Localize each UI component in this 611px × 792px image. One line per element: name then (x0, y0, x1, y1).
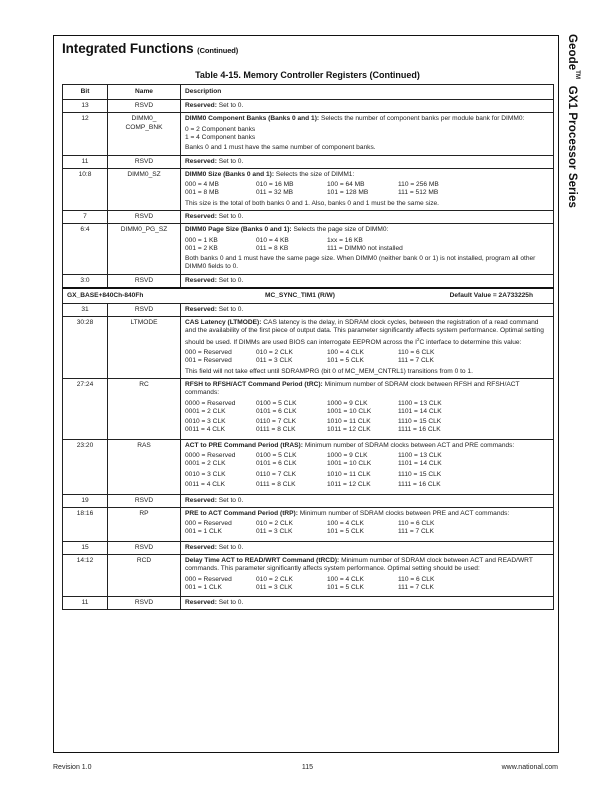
section-title-text: Integrated Functions (62, 41, 194, 56)
name-cell: DIMM0_SZ (108, 168, 181, 210)
value-item: 101 = 5 CLK (327, 357, 364, 365)
table-row (63, 224, 554, 274)
value-line: 0 = 2 Component banks (185, 125, 256, 133)
value-grid (185, 181, 549, 197)
bit-cell: 27:24 (63, 378, 108, 439)
field-title: Reserved: (185, 157, 217, 165)
value-item: 001 = 1 CLK (185, 528, 222, 536)
register-header-row (63, 288, 554, 304)
table-row (63, 303, 554, 316)
table-row (63, 168, 554, 210)
value-item: 111 = 7 CLK (398, 357, 434, 365)
value-item: 111 = DIMM0 not installed (327, 244, 403, 252)
description-cell (181, 439, 554, 494)
value-item: 1010 = 11 CLK (327, 418, 371, 426)
bit-cell: 12 (63, 113, 108, 155)
value-item: 1100 = 13 CLK (398, 452, 442, 460)
value-item: 000 = Reserved (185, 349, 232, 357)
description-cell (181, 303, 554, 316)
section-title (62, 41, 238, 56)
name-cell: RCD (108, 554, 181, 596)
field-title: ACT to PRE Command Period (tRAS): (185, 441, 303, 449)
value-item: 1101 = 14 CLK (398, 460, 442, 468)
bit-cell: 18:16 (63, 507, 108, 541)
name-cell: RSVD (108, 274, 181, 288)
value-item: 100 = 4 CLK (327, 575, 364, 583)
description-cell (181, 317, 554, 379)
name-cell: RSVD (108, 303, 181, 316)
bit-cell: 30:28 (63, 317, 108, 379)
field-title: Reserved: (185, 599, 217, 607)
value-item: 000 = 1 KB (185, 236, 218, 244)
name-cell: LTMODE (108, 317, 181, 379)
table-row (63, 439, 554, 494)
description-cell (181, 378, 554, 439)
value-item: 111 = 7 CLK (398, 528, 434, 536)
description-cell (181, 541, 554, 554)
bit-cell: 11 (63, 597, 108, 610)
register-default-value: Default Value = 2A733225h (449, 291, 533, 299)
table-row (63, 155, 554, 168)
value-item: 0011 = 4 CLK (185, 481, 226, 489)
value-item: 1011 = 12 CLK (327, 481, 371, 489)
table-row (63, 494, 554, 507)
value-item: 0011 = 4 CLK (185, 426, 226, 434)
bit-cell: 13 (63, 100, 108, 113)
value-item: 0001 = 2 CLK (185, 460, 226, 468)
value-item: 101 = 128 MB (327, 189, 369, 197)
value-item: 101 = 5 CLK (327, 528, 364, 536)
field-text: Set to 0. (218, 212, 244, 220)
description-cell (181, 168, 554, 210)
value-item: 0001 = 2 CLK (185, 407, 226, 415)
value-grid (185, 471, 549, 479)
field-text: Minimum number of SDRAM clock between ACT and READ/WRT commands. This parameter significantly affects system performance. Optimal setting should be used: (185, 556, 533, 573)
field-title: RFSH to RFSH/ACT Command Period (tRC): (185, 380, 323, 388)
column-header-description: Description (181, 85, 554, 100)
field-text: Selects the number of component banks per module bank for DIMM0: (320, 115, 525, 123)
value-item: 0010 = 3 CLK (185, 418, 226, 426)
value-grid (185, 418, 549, 434)
value-item: 011 = 3 CLK (256, 528, 293, 536)
field-title: Reserved: (185, 496, 217, 504)
value-item: 100 = 4 CLK (327, 349, 364, 357)
field-title: Reserved: (185, 276, 217, 284)
name-cell: RSVD (108, 210, 181, 223)
bit-cell: 15 (63, 541, 108, 554)
table-row (63, 378, 554, 439)
value-item: 011 = 8 KB (256, 244, 289, 252)
name-cell: RP (108, 507, 181, 541)
register-table (62, 84, 554, 610)
field-text: Minimum number of SDRAM clocks between PRE and ACT commands: (299, 509, 510, 517)
field-title: Reserved: (185, 212, 217, 220)
value-item: 1111 = 16 CLK (398, 426, 441, 434)
field-title: Reserved: (185, 305, 217, 313)
value-line: 1 = 4 Component banks (185, 134, 256, 141)
value-item: 0100 = 5 CLK (256, 452, 297, 460)
field-text: C interface to determine this value: (419, 338, 522, 346)
field-note: Banks 0 and 1 must have the same number of component banks. (185, 144, 376, 152)
value-item: 101 = 5 CLK (327, 583, 364, 591)
description-cell (181, 554, 554, 596)
value-item: 100 = 4 CLK (327, 520, 364, 528)
footer-website-link[interactable]: www.national.com (501, 764, 558, 771)
value-item: 010 = 2 CLK (256, 520, 293, 528)
description-cell (181, 507, 554, 541)
field-note: Both banks 0 and 1 must have the same page size. When DIMM0 (neither bank 0 or 1) is not installed, program all other DIMM0 fields to 0. (185, 255, 536, 271)
value-item: 100 = 64 MB (327, 181, 365, 189)
name-cell: RSVD (108, 100, 181, 113)
bit-cell: 10:8 (63, 168, 108, 210)
value-item: 110 = 6 CLK (398, 575, 435, 583)
field-title: CAS Latency (LTMODE): (185, 319, 262, 327)
field-text: Set to 0. (218, 496, 244, 504)
value-item: 1xx = 16 KB (327, 236, 363, 244)
value-item: 0101 = 6 CLK (256, 460, 297, 468)
value-item: 001 = 8 MB (185, 189, 219, 197)
field-text: Selects the size of DIMM1: (275, 170, 355, 178)
value-item: 000 = Reserved (185, 520, 232, 528)
table-row (63, 507, 554, 541)
value-item: 1001 = 10 CLK (327, 460, 372, 468)
value-item: 1001 = 10 CLK (327, 407, 372, 415)
value-item: 1100 = 13 CLK (398, 399, 442, 407)
field-text: Set to 0. (218, 102, 244, 110)
register-header-cell (63, 288, 554, 304)
value-item: 1111 = 16 CLK (398, 481, 441, 489)
value-item: 011 = 3 CLK (256, 583, 293, 591)
value-item: 000 = 4 MB (185, 181, 219, 189)
field-title: Reserved: (185, 102, 217, 110)
value-item: 0110 = 7 CLK (256, 470, 297, 478)
name-cell: RSVD (108, 155, 181, 168)
trademark-mark: TM (573, 70, 580, 80)
value-grid (185, 576, 549, 592)
name-cell: DIMM0_PG_SZ (108, 224, 181, 274)
field-text: Minimum number of SDRAM clocks between ACT and PRE commands: (304, 441, 515, 449)
table-row (63, 274, 554, 288)
value-item: 0101 = 6 CLK (256, 407, 297, 415)
field-title: PRE to ACT Command Period (tRP): (185, 509, 298, 517)
field-text: CAS latency is the delay, in SDRAM clock cycles, between the registration of a read command and the availability of the first piece of output data. This parameter significantly affects system performance. Optimal setting should be used. If DIMMs are used BIOS can interrogate EEPROM across the I (185, 319, 544, 346)
value-item: 110 = 256 MB (398, 181, 439, 189)
value-grid (185, 452, 549, 468)
side-title-series: GX1 Processor Series (566, 85, 578, 208)
column-header-bit: Bit (63, 85, 108, 100)
name-cell: RSVD (108, 597, 181, 610)
value-item: 0000 = Reserved (185, 399, 236, 407)
value-grid (185, 520, 549, 536)
value-item: 000 = Reserved (185, 575, 232, 583)
value-item: 111 = 512 MB (398, 189, 439, 197)
register-name: MC_SYNC_TIM1 (R/W) (265, 291, 335, 299)
bit-cell: 7 (63, 210, 108, 223)
value-item: 1011 = 12 CLK (327, 426, 371, 434)
table-row (63, 113, 554, 155)
value-item: 0010 = 3 CLK (185, 470, 226, 478)
table-row (63, 554, 554, 596)
field-text: Set to 0. (218, 157, 244, 165)
name-cell: RSVD (108, 494, 181, 507)
value-item: 001 = Reserved (185, 357, 232, 365)
field-text: Selects the page size of DIMM0: (293, 226, 389, 234)
value-item: 0110 = 7 CLK (256, 418, 297, 426)
value-item: 010 = 16 MB (256, 181, 294, 189)
register-address: GX_BASE+840Ch-840Fh (67, 291, 144, 299)
value-grid (185, 400, 549, 416)
field-note: This field will not take effect until SDRAMPRG (bit 0 of MC_MEM_CNTRL1) transitions from 0 to 1. (185, 367, 473, 375)
field-text: Set to 0. (218, 599, 244, 607)
value-item: 001 = 2 KB (185, 244, 218, 252)
name-cell: RC (108, 378, 181, 439)
description-cell (181, 210, 554, 223)
value-item: 1101 = 14 CLK (398, 407, 442, 415)
field-title: Delay Time ACT to READ/WRT Command (tRCD): (185, 556, 340, 564)
table-row (63, 541, 554, 554)
description-cell (181, 155, 554, 168)
value-item: 1010 = 11 CLK (327, 470, 371, 478)
value-item: 111 = 7 CLK (398, 583, 434, 591)
section-title-suffix: (Continued) (197, 46, 239, 55)
bit-cell: 11 (63, 155, 108, 168)
field-text: Set to 0. (218, 543, 244, 551)
table-row (63, 597, 554, 610)
value-item: 1000 = 9 CLK (327, 452, 368, 460)
description-cell (181, 100, 554, 113)
value-grid (185, 481, 549, 489)
table-row (63, 210, 554, 223)
value-item: 0100 = 5 CLK (256, 399, 297, 407)
bit-cell: 14:12 (63, 554, 108, 596)
table-caption: Table 4-15. Memory Controller Registers (Continued) (195, 70, 420, 80)
value-grid (185, 349, 549, 365)
description-cell (181, 494, 554, 507)
value-item: 1110 = 15 CLK (398, 418, 442, 426)
column-header-name: Name (108, 85, 181, 100)
field-note: This size is the total of both banks 0 and 1. Also, banks 0 and 1 must be the same size. (185, 199, 440, 207)
table-row (63, 100, 554, 113)
table-row (63, 317, 554, 379)
description-cell (181, 597, 554, 610)
value-item: 011 = 3 CLK (256, 357, 293, 365)
field-text: Set to 0. (218, 305, 244, 313)
value-item: 010 = 2 CLK (256, 575, 293, 583)
value-item: 1000 = 9 CLK (327, 399, 368, 407)
value-item: 011 = 32 MB (256, 189, 294, 197)
description-cell (181, 224, 554, 274)
value-item: 1110 = 15 CLK (398, 470, 442, 478)
bit-cell: 19 (63, 494, 108, 507)
bit-cell: 23:20 (63, 439, 108, 494)
name-cell: DIMM0_ COMP_BNK (108, 113, 181, 155)
field-text: Set to 0. (218, 276, 244, 284)
value-grid (185, 237, 549, 253)
value-item: 110 = 6 CLK (398, 520, 435, 528)
field-text: Minimum number of SDRAM clock between RFSH and RFSH/ACT commands: (185, 380, 520, 397)
value-item: 110 = 6 CLK (398, 349, 435, 357)
table-header-row (63, 85, 554, 100)
field-title: DIMM0 Size (Banks 0 and 1): (185, 170, 275, 178)
superscript: 2 (417, 336, 420, 342)
value-item: 0111 = 8 CLK (256, 426, 296, 434)
field-title: DIMM0 Component Banks (Banks 0 and 1): (185, 115, 320, 123)
description-cell (181, 113, 554, 155)
footer-revision: Revision 1.0 (53, 764, 92, 771)
value-item: 001 = 1 CLK (185, 583, 222, 591)
field-title: DIMM0 Page Size (Banks 0 and 1): (185, 226, 292, 234)
description-cell (181, 274, 554, 288)
footer-page-number: 115 (301, 764, 314, 771)
value-item: 0000 = Reserved (185, 452, 236, 460)
field-title: Reserved: (185, 543, 217, 551)
bit-cell: 31 (63, 303, 108, 316)
value-item: 010 = 2 CLK (256, 349, 293, 357)
side-title-brand: Geode (566, 34, 578, 71)
name-cell: RAS (108, 439, 181, 494)
value-item: 010 = 4 KB (256, 236, 289, 244)
value-item: 0111 = 8 CLK (256, 481, 296, 489)
bit-cell: 3:0 (63, 274, 108, 288)
name-cell: RSVD (108, 541, 181, 554)
bit-cell: 6:4 (63, 224, 108, 274)
side-title (566, 34, 580, 208)
